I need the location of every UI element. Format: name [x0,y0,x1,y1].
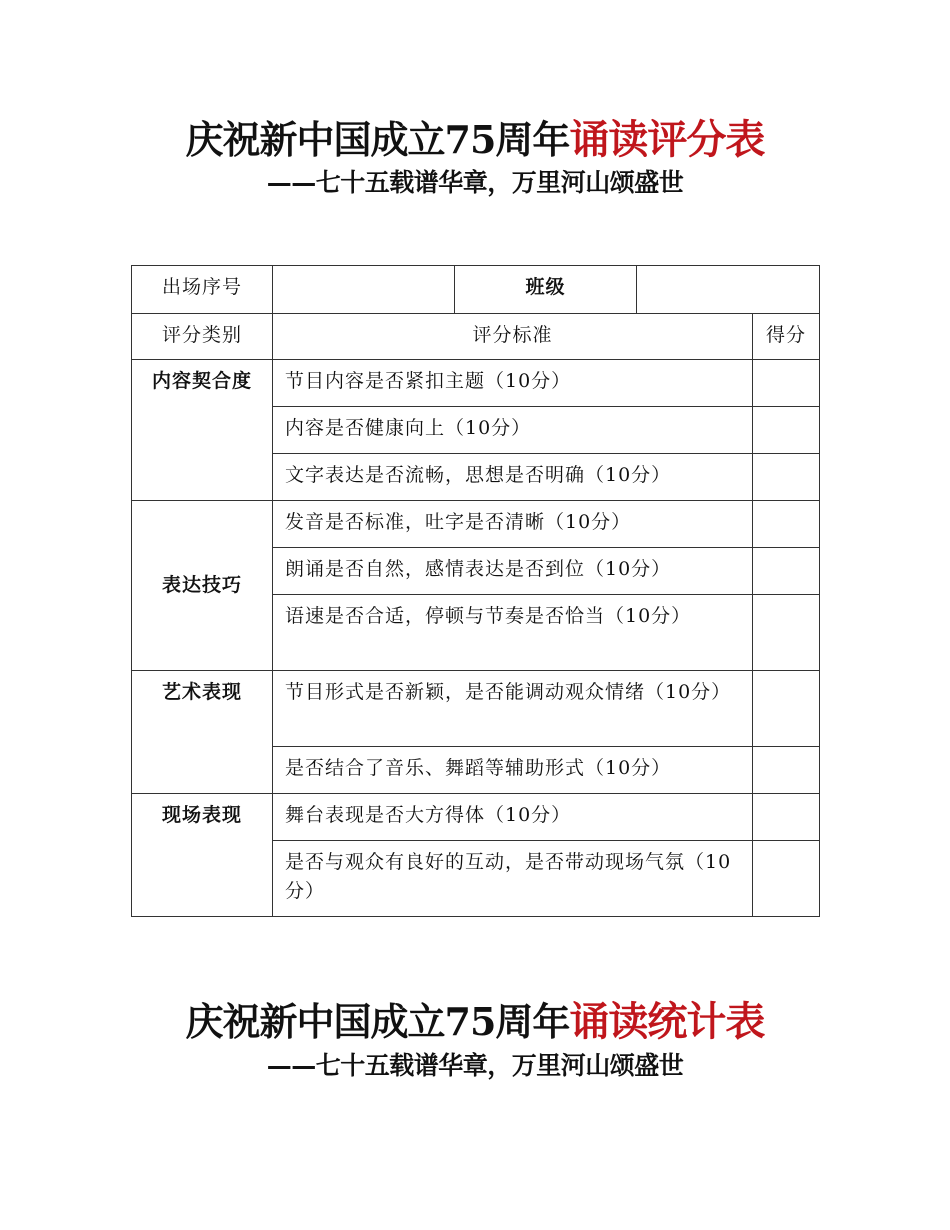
criteria-cell: 是否与观众有良好的互动，是否带动现场气氛（10分） [273,841,753,917]
score-cell[interactable] [753,407,820,454]
table-row [132,794,820,841]
score-cell[interactable] [753,595,820,671]
stats-sheet-subtitle: ——七十五载谱华章，万里河山颂盛世 [266,1051,684,1080]
score-cell[interactable] [753,501,820,548]
header-row [132,314,820,360]
title-black-part: 庆祝新中国成立75周年 [185,117,570,162]
table-row [132,671,820,747]
score-cell[interactable] [753,548,820,595]
header-category: 评分类别 [132,314,273,360]
table-row [132,501,820,548]
score-sheet-title [0,117,950,163]
criteria-cell: 发音是否标准，吐字是否清晰（10分） [273,501,753,548]
criteria-cell: 节目内容是否紧扣主题（10分） [273,360,753,407]
score-cell[interactable] [753,454,820,501]
score-cell[interactable] [753,360,820,407]
criteria-cell: 舞台表现是否大方得体（10分） [273,794,753,841]
category-cell: 艺术表现 [132,671,273,794]
scoring-table [131,265,820,917]
criteria-cell: 是否结合了音乐、舞蹈等辅助形式（10分） [273,747,753,794]
order-label: 出场序号 [132,266,273,314]
title-black-part: 庆祝新中国成立75周年 [185,999,570,1044]
category-cell: 表达技巧 [132,501,273,671]
criteria-cell: 内容是否健康向上（10分） [273,407,753,454]
order-value-cell[interactable] [273,266,455,314]
score-cell[interactable] [753,671,820,747]
category-cell: 现场表现 [132,794,273,917]
score-cell[interactable] [753,841,820,917]
criteria-cell: 节目形式是否新颖，是否能调动观众情绪（10分） [273,671,753,747]
title-red-part: 诵读统计表 [569,998,765,1045]
title-red-part: 诵读评分表 [569,116,765,163]
score-cell[interactable] [753,794,820,841]
category-cell: 内容契合度 [132,360,273,501]
score-cell[interactable] [753,747,820,794]
criteria-cell: 朗诵是否自然，感情表达是否到位（10分） [273,548,753,595]
stats-sheet-title [0,999,950,1045]
header-criteria: 评分标准 [273,314,753,360]
info-row [132,266,820,314]
table-row [132,360,820,407]
class-value-cell[interactable] [637,266,820,314]
criteria-cell: 语速是否合适，停顿与节奏是否恰当（10分） [273,595,753,671]
class-label: 班级 [455,266,637,314]
score-sheet-subtitle: ——七十五载谱华章，万里河山颂盛世 [266,168,684,197]
header-score: 得分 [753,314,820,360]
criteria-cell: 文字表达是否流畅，思想是否明确（10分） [273,454,753,501]
